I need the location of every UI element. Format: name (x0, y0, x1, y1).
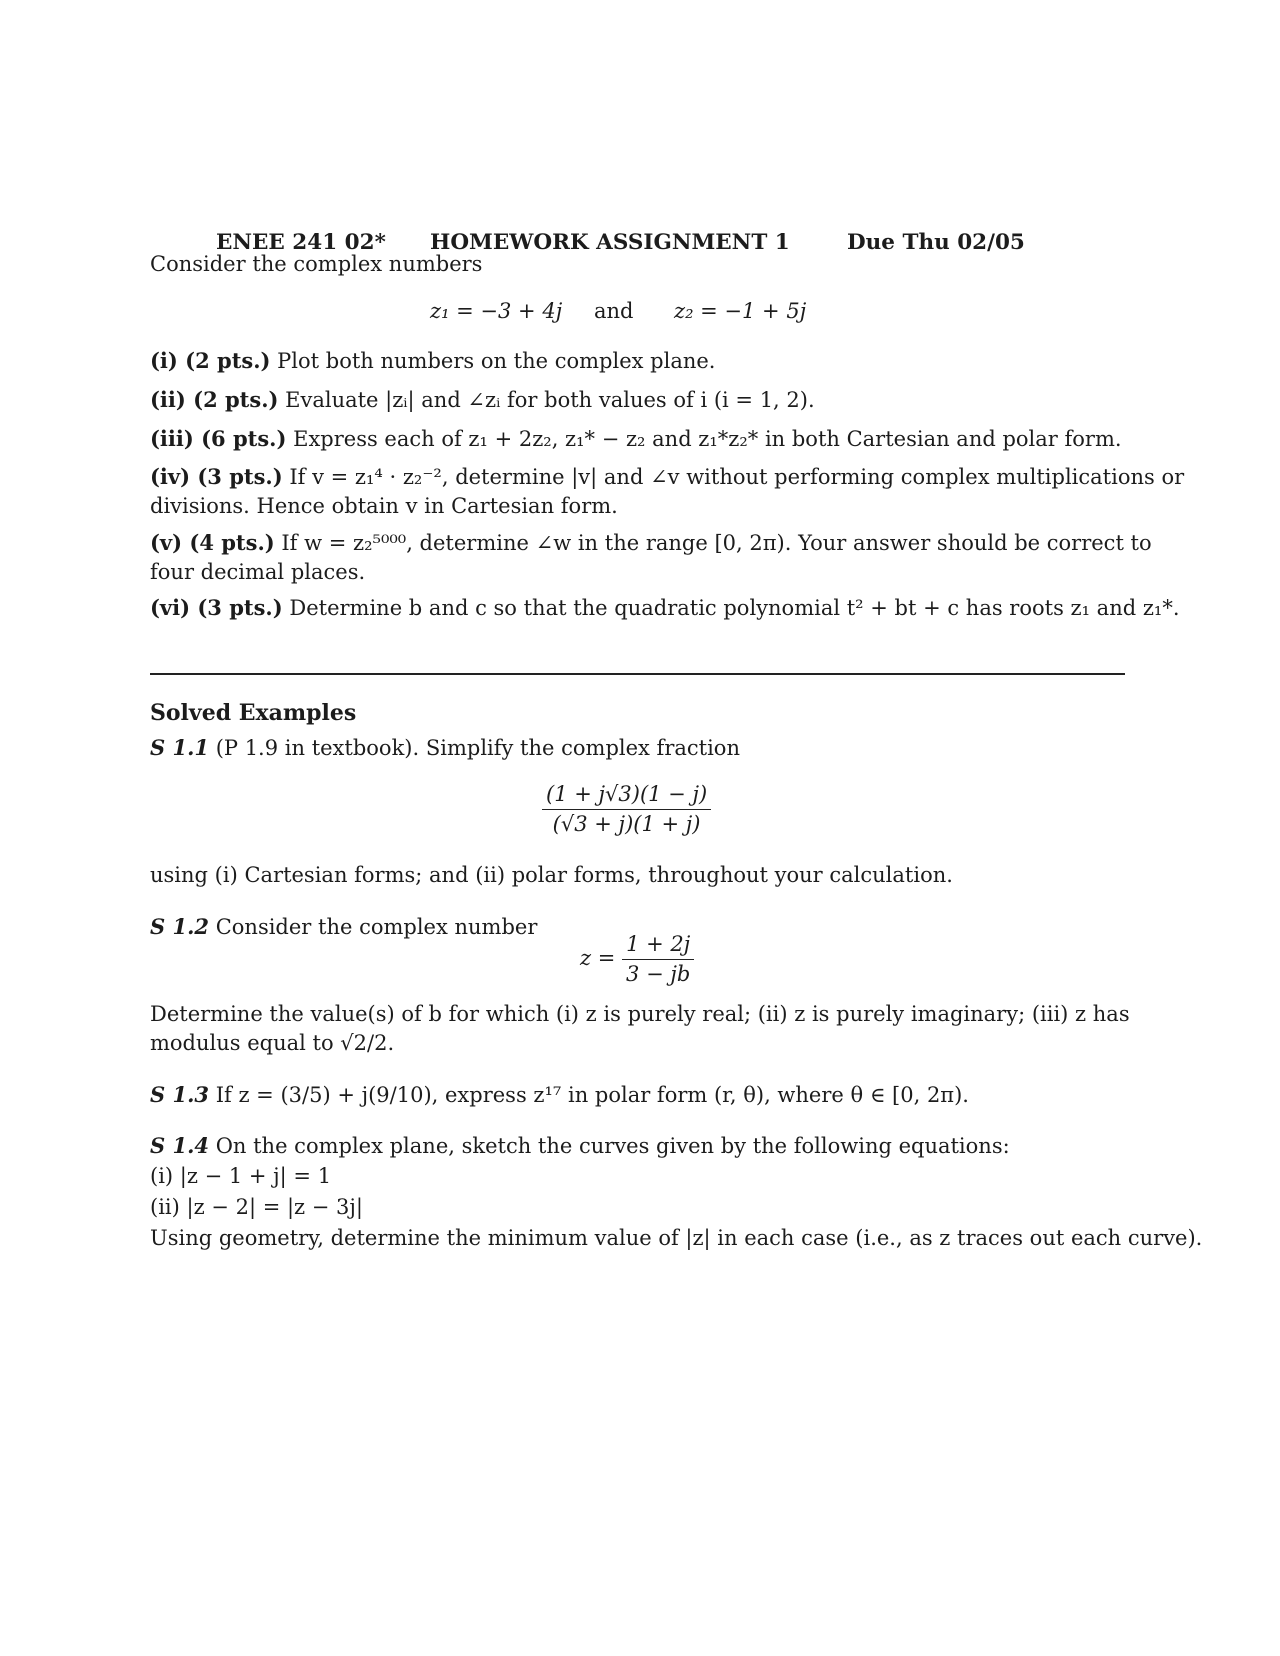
problem-text: Determine b and c so that the quadratic polynomial t² + bt + c has roots z₁ and z₁*. (289, 596, 1180, 620)
fraction-denominator: (√3 + j)(1 + j) (542, 809, 711, 839)
problem-label: (vi) (3 pts.) (150, 595, 283, 620)
s12-question (150, 1000, 1130, 1058)
s14-equation-ii: (ii) |z − 2| = |z − 3j| (150, 1195, 363, 1219)
example-text: If z = (3/5) + j(9/10), express z¹⁷ in polar form (r, θ), where θ ∈ [0, 2π). (215, 1083, 969, 1107)
example-text: Consider the complex number (215, 915, 538, 939)
problem-i (150, 346, 1125, 376)
section-divider (150, 673, 1125, 675)
problem-text-line1: If w = z₂⁵⁰⁰⁰, determine ∠w in the range [0, 2π). Your answer should be correct to (281, 531, 1152, 555)
problem-iii (150, 424, 1125, 454)
example-reference: (P 1.9 in textbook). (215, 736, 420, 760)
fraction-denominator: 3 − jb (622, 959, 694, 989)
problem-text-line2: four decimal places. (150, 560, 366, 584)
problem-text: Evaluate |zᵢ| and ∠zᵢ for both values of i (i = 1, 2). (285, 388, 815, 412)
problem-ii (150, 385, 1125, 415)
intro-text: Consider the complex numbers (150, 252, 483, 276)
s11-instructions: using (i) Cartesian forms; and (ii) polar forms, throughout your calculation. (150, 863, 953, 887)
s14-closing: Using geometry, determine the minimum value of |z| in each case (i.e., as z traces out each curve). (150, 1226, 1203, 1250)
problem-text-line1: If v = z₁⁴ · z₂⁻², determine |v| and ∠v without performing complex multiplications or (289, 465, 1185, 489)
problem-label: (ii) (2 pts.) (150, 387, 279, 412)
fraction-numerator: 1 + 2j (626, 932, 691, 956)
problem-text: Express each of z₁ + 2z₂, z₁* − z₂ and z₁*z₂* in both Cartesian and polar form. (293, 427, 1122, 451)
example-s14 (150, 1131, 1010, 1161)
problem-text-line2: divisions. Hence obtain v in Cartesian form. (150, 494, 618, 518)
example-label: S 1.3 (150, 1082, 210, 1107)
example-label: S 1.1 (150, 735, 210, 760)
problem-v (150, 528, 1152, 587)
solved-examples-heading: Solved Examples (150, 700, 357, 726)
due-date: Due Thu 02/05 (847, 230, 1025, 255)
problem-label: (i) (2 pts.) (150, 348, 271, 373)
z2-definition: z₂ = −1 + 5j (674, 299, 807, 323)
and-connector: and (594, 299, 634, 323)
problem-label: (v) (4 pts.) (150, 530, 275, 555)
s14-equation-i: (i) |z − 1 + j| = 1 (150, 1164, 332, 1188)
example-s12 (150, 912, 537, 942)
question-line2: modulus equal to √2/2. (150, 1031, 395, 1055)
problem-text: Plot both numbers on the complex plane. (277, 349, 716, 373)
example-label: S 1.2 (150, 914, 210, 939)
example-label: S 1.4 (150, 1133, 210, 1158)
problem-label: (iii) (6 pts.) (150, 426, 287, 451)
expression-lhs: z = (580, 946, 616, 970)
z1-definition: z₁ = −3 + 4j (430, 299, 563, 323)
problem-vi (150, 593, 1180, 623)
example-text: Simplify the complex fraction (425, 736, 740, 760)
question-line1: Determine the value(s) of b for which (i) z is purely real; (ii) z is purely imaginary; (iii) z has (150, 1002, 1130, 1026)
example-s11 (150, 733, 740, 763)
fraction-numerator: (1 + j√3)(1 − j) (546, 782, 708, 806)
assignment-title: HOMEWORK ASSIGNMENT 1 (430, 230, 790, 255)
problem-label: (iv) (3 pts.) (150, 464, 283, 489)
example-s13 (150, 1080, 969, 1110)
problem-iv (150, 462, 1185, 521)
example-text: On the complex plane, sketch the curves given by the following equations: (215, 1134, 1010, 1158)
course-code: ENEE 241 02* (216, 230, 386, 255)
s11-fraction (542, 780, 711, 839)
s12-expression (580, 930, 694, 989)
